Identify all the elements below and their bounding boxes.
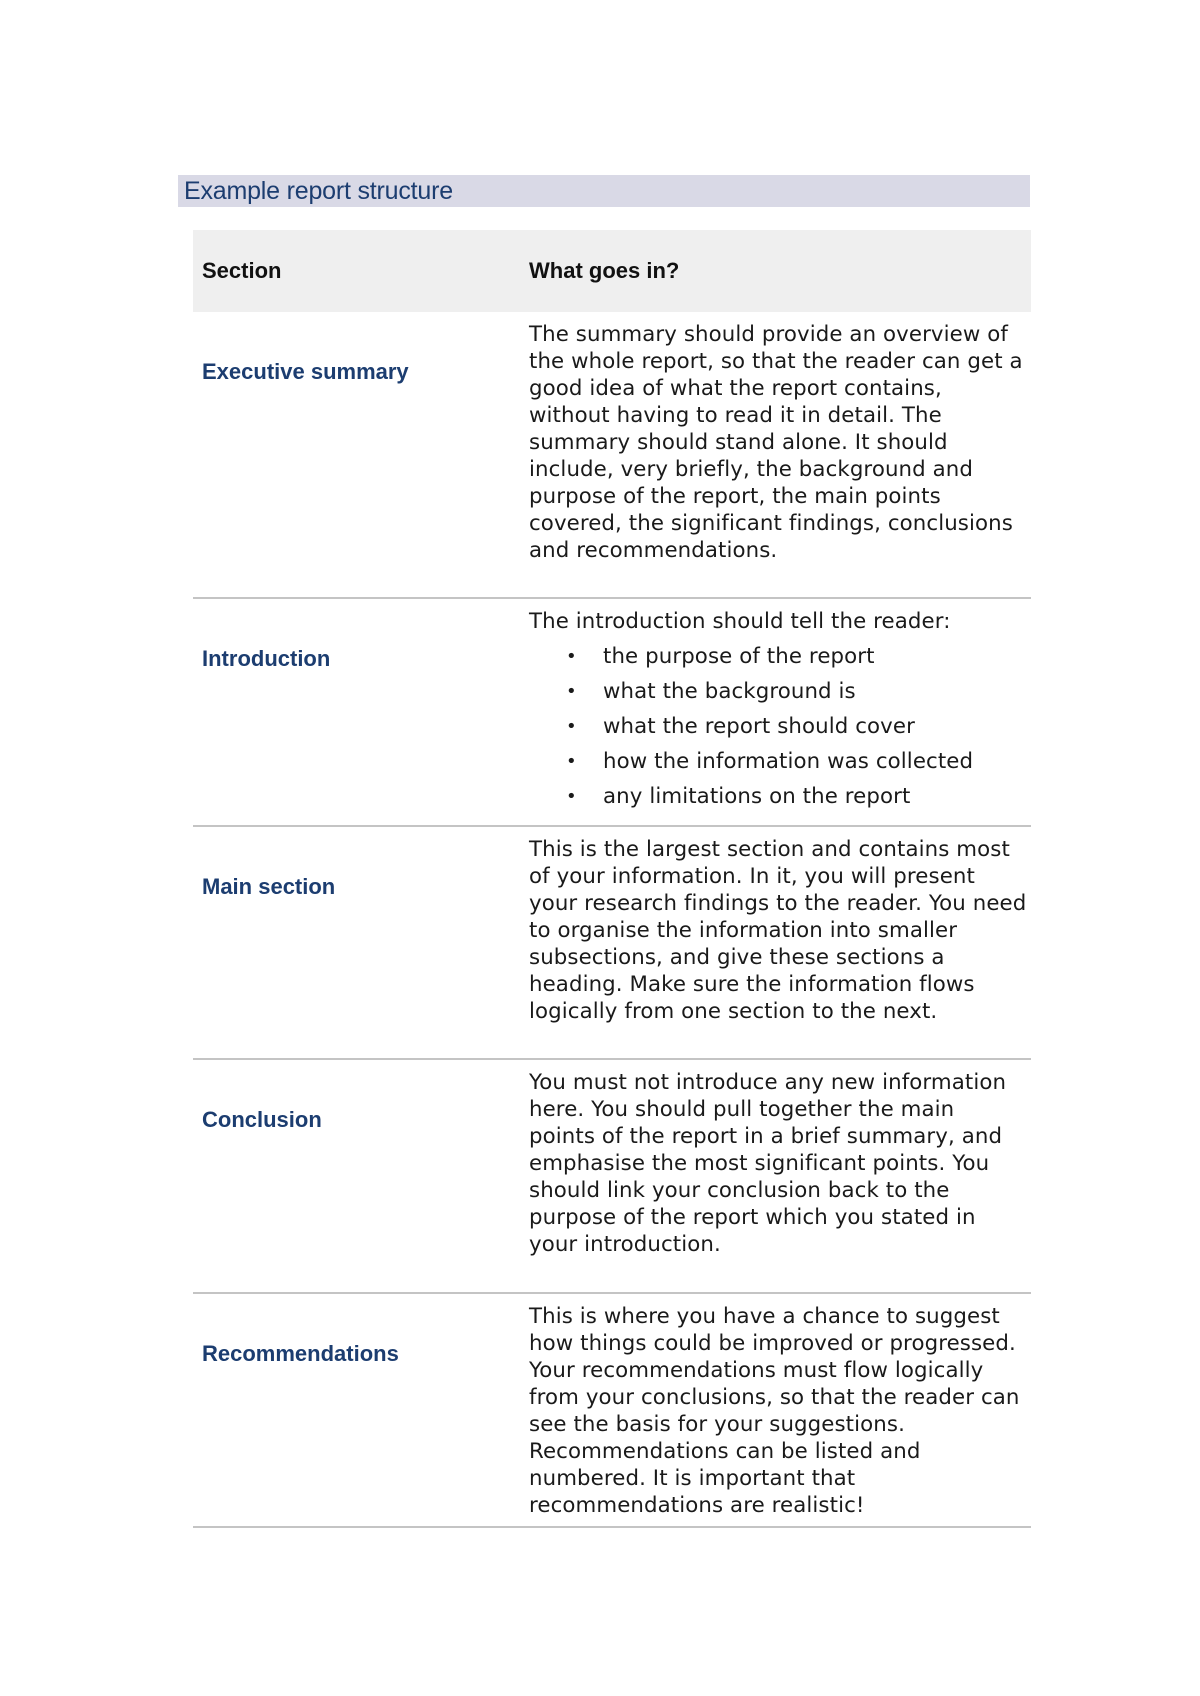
table-row-main-section: [193, 827, 1031, 1060]
section-name: Main section: [202, 874, 336, 899]
list-item: • what the report should cover: [529, 709, 1027, 744]
section-name: Introduction: [202, 646, 331, 671]
list-item: • any limitations on the report: [529, 779, 1027, 814]
list-item: • how the information was collected: [529, 744, 1027, 779]
report-structure-table: [193, 230, 1031, 1528]
bullet-icon: •: [566, 751, 577, 772]
bullet-icon: •: [566, 681, 577, 702]
bullet-icon: •: [566, 786, 577, 807]
table-row-conclusion: [193, 1060, 1031, 1294]
section-name: Conclusion: [202, 1107, 322, 1132]
section-description: The introduction should tell the reader: • the purpose of the report • what the background is • what the report should cover • how the information was collected • any limitations on the report: [529, 599, 1031, 825]
section-name: Recommendations: [202, 1341, 399, 1366]
table-row-introduction: [193, 599, 1031, 827]
table-row-recommendations: [193, 1294, 1031, 1528]
bullet-icon: •: [566, 646, 577, 667]
list-item: • what the background is: [529, 674, 1027, 709]
section-description: You must not introduce any new information here. You should pull together the main points of the report in a brief summary, and emphasise the most significant points. You should link your conclusion back to the purpose of the report which you stated in your introduction.: [529, 1070, 1007, 1257]
section-description: This is where you have a chance to suggest how things could be improved or progressed. Your recommendations must flow logically from your conclusions, so that the reader can see the basis for your suggestions. Recommendations can be listed and numbered. It is important that recommendations are realistic!: [529, 1304, 1020, 1518]
list-item: • the purpose of the report: [529, 639, 1027, 674]
header-section: Section: [202, 258, 282, 283]
header-what-goes-in: What goes in?: [529, 258, 680, 283]
bullet-icon: •: [566, 716, 577, 737]
table-header: [193, 230, 1031, 312]
section-description: The summary should provide an overview of the whole report, so that the reader can get a good idea of what the report contains, without having to read it in detail. The summary should stand alone. It should include, very briefly, the background and purpose of the report, the main points covered, the significant findings, conclusions and recommendations.: [529, 322, 1023, 563]
table-row-executive-summary: [193, 312, 1031, 599]
section-name: Executive summary: [202, 359, 409, 384]
bullet-list: [529, 639, 1027, 814]
page-title: Example report structure: [178, 175, 1030, 207]
section-description: This is the largest section and contains most of your information. In it, you will present your research findings to the reader. You need to organise the information into smaller subsections, and give these sections a heading. Make sure the information flows logically from one section to the next.: [529, 837, 1027, 1024]
